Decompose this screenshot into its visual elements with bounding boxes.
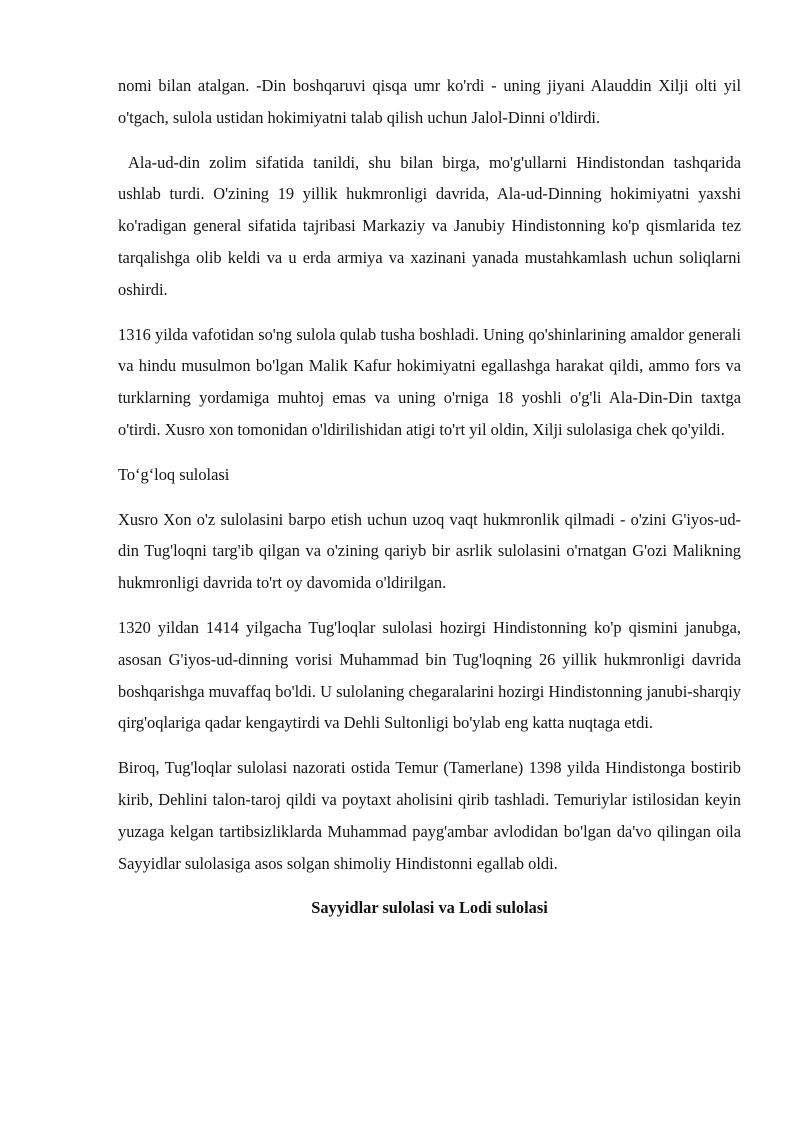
paragraph-3: 1316 yilda vafotidan so'ng sulola qulab tusha boshladi. Uning qo'shinlarining amaldor generali va hindu musulmon bo'lgan Malik Kafur hokimiyatni egallashga harakat qildi, ammo fors va turklarning yordamiga muhtoj emas va uning o'rniga 18 yoshli o'g'li Ala-Din-Din taxtga o'tirdi. Xusro xon tomonidan o'ldirilishidan atigi to'rt yil oldin, Xilji sulolasiga chek qo'yildi. [118, 324, 741, 439]
document-page [118, 70, 741, 924]
paragraph-1: nomi bilan atalgan. -Din boshqaruvi qisqa umr ko'rdi - uning jiyani Alauddin Xilji olti yil o'tgach, sulola ustidan hokimiyatni talab qilish uchun Jalol-Dinni o'ldirdi. [118, 76, 741, 127]
paragraph-6: Biroq, Tug'loqlar sulolasi nazorati ostida Temur (Tamerlane) 1398 yilda Hindistonga bostirib kirib, Dehlini talon-taroj qildi va poytaxt aholisini qirib tashladi. Temuriylar istilosidan keyin yuzaga kelgan tartibsizliklarda Muhammad payg'ambar avlodidan bo'lgan da'vo qilingan oila Sayyidlar sulolasiga asos solgan shimoliy Hindistonni egallab oldi. [118, 758, 741, 873]
paragraph-2: Ala-ud-din zolim sifatida tanildi, shu bilan birga, mo'g'ullarni Hindistondan tashqarida ushlab turdi. O'zining 19 yillik hukmronligi davrida, Ala-ud-Dinning hokimiyatni yaxshi ko'radigan general sifatida tajribasi Markaziy va Janubiy Hindistonning ko'p qismlarida tez tarqalishga olib keldi va u erda armiya va xazinani yanada mustahkamlash uchun soliqlarni oshirdi. [118, 152, 741, 299]
section-heading: To‘g‘loq sulolasi [118, 464, 230, 484]
paragraph-4: Xusro Xon o'z sulolasini barpo etish uchun uzoq vaqt hukmronlik qilmadi - o'zini G'iyos-ud-din Tug'loqni targ'ib qilgan va o'zining qariyb bir asrlik sulolasini o'rnatgan G'ozi Malikning hukmronligi davrida to'rt oy davomida o'ldirilgan. [118, 509, 741, 593]
paragraph-5: 1320 yildan 1414 yilgacha Tug'loqlar sulolasi hozirgi Hindistonning ko'p qismini janubga, asosan G'iyos-ud-dinning vorisi Muhammad bin Tug'loqning 26 yillik hukmronligi davrida boshqarishga muvaffaq bo'ldi. U sulolaning chegaralarini hozirgi Hindistonning janubi-sharqiy qirg'oqlariga qadar kengaytirdi va Dehli Sultonligi bo'ylab eng katta nuqtaga etdi. [118, 617, 741, 733]
bold-section-heading: Sayyidlar sulolasi va Lodi sulolasi [311, 898, 548, 918]
